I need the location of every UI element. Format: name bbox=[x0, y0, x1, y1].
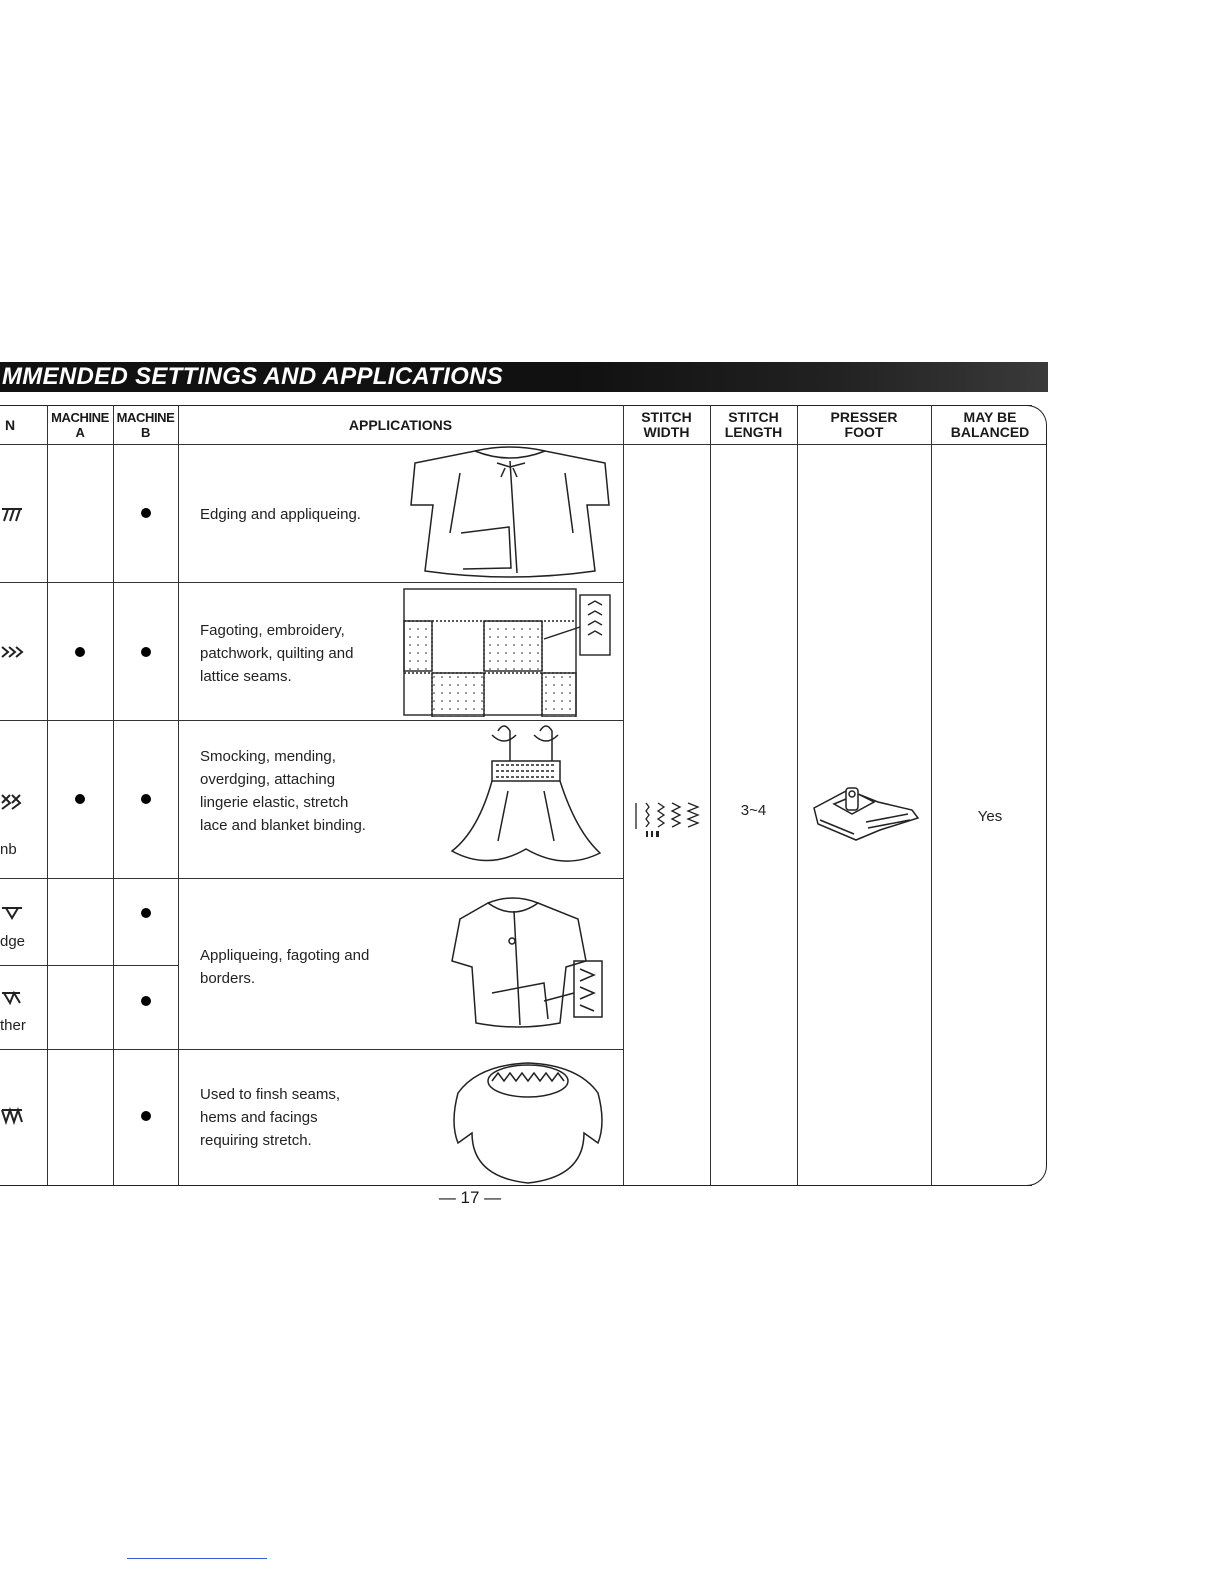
presser-foot-icon bbox=[808, 780, 920, 846]
machine-b-dot bbox=[141, 996, 151, 1006]
col-divider bbox=[113, 405, 114, 1185]
jacket-icon bbox=[405, 443, 615, 583]
application-text: Used to finsh seams, hems and facings requiring stretch. bbox=[200, 1086, 341, 1149]
application-text: Fagoting, embroidery, patchwork, quilting and lattice seams. bbox=[200, 622, 354, 685]
machine-b-dot bbox=[141, 647, 151, 657]
stitch-pattern-icon bbox=[0, 990, 24, 1006]
stitch-pattern-icon bbox=[0, 505, 24, 523]
header-stitch-length: STITCH LENGTH bbox=[724, 409, 783, 440]
header-presser-foot: PRESSER FOOT bbox=[830, 409, 898, 440]
stitch-name-fragment: nb bbox=[0, 841, 17, 858]
header-stitch-width: STITCH WIDTH bbox=[641, 409, 692, 440]
col-divider bbox=[47, 405, 48, 1185]
col-divider bbox=[710, 405, 711, 1185]
table-corner-bottom bbox=[1018, 1145, 1047, 1186]
machine-b-dot bbox=[141, 508, 151, 518]
dress-icon bbox=[448, 721, 622, 877]
col-divider bbox=[623, 405, 624, 1185]
row-divider bbox=[0, 878, 623, 879]
section-title: MMENDED SETTINGS AND APPLICATIONS bbox=[2, 363, 504, 390]
patchwork-icon bbox=[400, 587, 616, 717]
row-divider bbox=[0, 1049, 623, 1050]
header-name-fragment: N bbox=[4, 417, 16, 433]
application-text: Appliqueing, fagoting and borders. bbox=[200, 947, 370, 987]
application-text: Smocking, mending, overdging, attaching lingerie elastic, stretch lace and blanket binding. bbox=[200, 748, 366, 834]
stitch-pattern-icon bbox=[0, 793, 24, 811]
machine-a-dot bbox=[75, 647, 85, 657]
stitch-pattern-icon bbox=[0, 1107, 24, 1125]
header-machine-a: MACHINE A bbox=[51, 410, 109, 440]
collar-icon bbox=[448, 1053, 608, 1185]
machine-b-dot bbox=[141, 908, 151, 918]
stitch-pattern-icon bbox=[0, 643, 24, 661]
row-divider bbox=[0, 965, 178, 966]
stitch-length-value: 3~4 bbox=[740, 802, 767, 819]
col-divider bbox=[178, 405, 179, 1185]
stitch-pattern-icon bbox=[0, 905, 24, 921]
section-banner bbox=[0, 362, 1048, 392]
stitch-name-fragment: dge bbox=[0, 933, 26, 950]
machine-b-dot bbox=[141, 1111, 151, 1121]
col-divider bbox=[931, 405, 932, 1185]
col-divider bbox=[797, 405, 798, 1185]
header-may-be-balanced: MAY BE BALANCED bbox=[950, 409, 1030, 440]
table-right-border bbox=[1046, 443, 1047, 1147]
stitch-width-gauge-icon bbox=[632, 799, 702, 839]
header-machine-b: MACHINE B bbox=[116, 410, 175, 440]
settings-table bbox=[0, 405, 1048, 1186]
blouse-icon bbox=[448, 883, 608, 1048]
may-be-balanced-value: Yes bbox=[977, 808, 1003, 825]
table-bottom-border bbox=[0, 1185, 1032, 1186]
footer-rule bbox=[127, 1558, 267, 1559]
table-top-border bbox=[0, 405, 1032, 406]
application-text: Edging and appliqueing. bbox=[200, 506, 361, 523]
machine-a-dot bbox=[75, 794, 85, 804]
machine-b-dot bbox=[141, 794, 151, 804]
page-number: — 17 — bbox=[438, 1188, 502, 1207]
header-applications: APPLICATIONS bbox=[348, 417, 453, 433]
stitch-name-fragment: ther bbox=[0, 1017, 26, 1034]
